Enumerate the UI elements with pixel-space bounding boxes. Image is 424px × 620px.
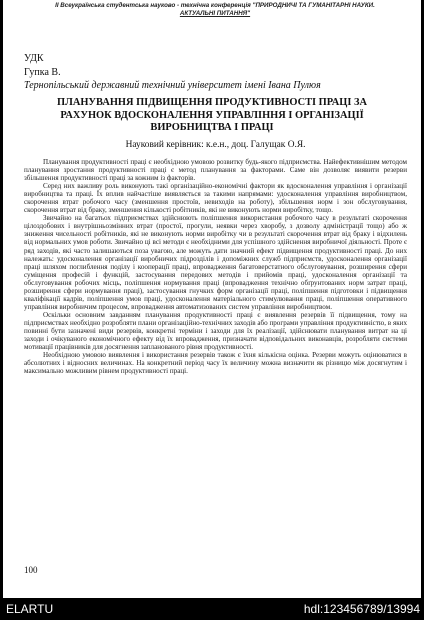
author-affiliation: Тернопільський державний технічний університет імені Івана Пулюя: [24, 80, 321, 91]
handle-identifier: hdl:123456789/13994: [303, 602, 420, 616]
body-paragraph: Планування продуктивності праці є необхідною умовою розвитку будь-якого підприємства. Найефективнішим методом планування зростання продуктивності праці є метод планування за факторами. Саме він дозволяє виявити резерви збільшення продуктивності праці за кожним із факторів.: [24, 158, 407, 183]
article-body: [24, 158, 407, 375]
body-paragraph: Оскільки основним завданням планування продуктивності праці є виявлення резервів її підвищення, тому на підприємствах необхідно розробляти плани організаційно-технічних заходів або програми управління продуктивністю, в яких повинні бути зазначені види резервів, конкретні терміни і заходи для їх реалізації, здійснювати планування витрат на ці заходи і очікуваного економічного ефекту від їх впровадження, призначати відповідальних виконавців, розробляти системи мотивації працівників для досягнення запланованого рівня продуктивності.: [24, 310, 407, 352]
conference-header: [23, 2, 407, 17]
body-paragraph: Серед них важливу роль виконують такі організаційно-економічні фактори як вдосконалення управління і організації виробництва та праці. Їх вплив найчастіше виявляється за такими напрямами: удосконалення управління виробництвом, скорочення втрат робочого часу (зменшення простоїв, невиходів на роботу), збільшення норм і зон обслуговування, скорочення втрат від браку, зменшення кількості робітників, які не виконують норми виробітку, тощо.: [24, 182, 407, 215]
udk-label: УДК: [24, 53, 44, 64]
scientific-adviser: Науковий керівник: к.е.н., доц. Галущак О.Я.: [125, 140, 306, 150]
conference-header-line-1: II Всеукраїнська студентська науково - технічна конференція "ПРИРОДНИЧІ ТА ГУМАНІТАРНІ НАУКИ.: [55, 2, 375, 9]
repository-name: ELARTU: [6, 602, 54, 616]
conference-header-line-2: АКТУАЛЬНІ ПИТАННЯ": [179, 9, 251, 17]
document-page: [3, 0, 421, 598]
body-paragraph: Необхідною умовою виявлення і використання резервів також є їхня кількісна оцінка. Резерви можуть оцінюватися в абсолютних і відносних величинах. На конкретний період часу їх величину можна визначити як різницю між досягнутим і максимально можливим рівнем продуктивності праці.: [24, 351, 407, 376]
body-paragraph: Звичайно на багатьох підприємствах здійснюють поліпшення використання робочого часу в результаті скорочення цілоздобових і внутрішньозмінних втрат (простої, прогули, неявки через хворобу, з дозволу адміністрації тощо) або ж зниження чисельності робітників, які не виконують норми виробітку чи в результаті скорочення втрат від браку і відхилень від нормальних умов роботи. Звичайно ці всі методи є необхідними для успішного здійснення виробничої діяльності. Проте є ряд заходів, які часто залишаються поза увагою, але можуть дати значний ефект підвищення продуктивності праці. До них належать: удосконалення організації виробничих підрозділів і допоміжних служб підприємств, удосконалення організації праці шляхом поглиблення поділу і кооперації праці, впровадження багатоверстатного обслуговування, розширення сфери суміщення професій і функцій, застосування передових методів і прийомів праці, удосконалення організації та обслуговування робочих місць, поліпшення нормування праці (впровадження технічно обґрунтованих норм затрат праці, розширення сфери нормування праці), застосування гнучких форм організації праці, поліпшення підготовки і підвищення кваліфікації кадрів, поліпшення умов праці, удосконалення матеріального стимулювання праці, поліпшення оперативного управління виробничим процесом, впровадження автоматизованих систем управління виробництвом.: [24, 214, 407, 311]
author-name: Гупка В.: [24, 67, 61, 78]
repository-footer-bar: [0, 598, 424, 620]
article-title: ПЛАНУВАННЯ ПІДВИЩЕННЯ ПРОДУКТИВНОСТІ ПРАЦІ ЗА РАХУНОК ВДОСКОНАЛЕННЯ УПРАВЛІННЯ І ОРГАНІЗАЦІЇ ВИРОБНИЦТВА І ПРАЦІ: [57, 97, 367, 133]
page-number: 100: [24, 565, 38, 575]
